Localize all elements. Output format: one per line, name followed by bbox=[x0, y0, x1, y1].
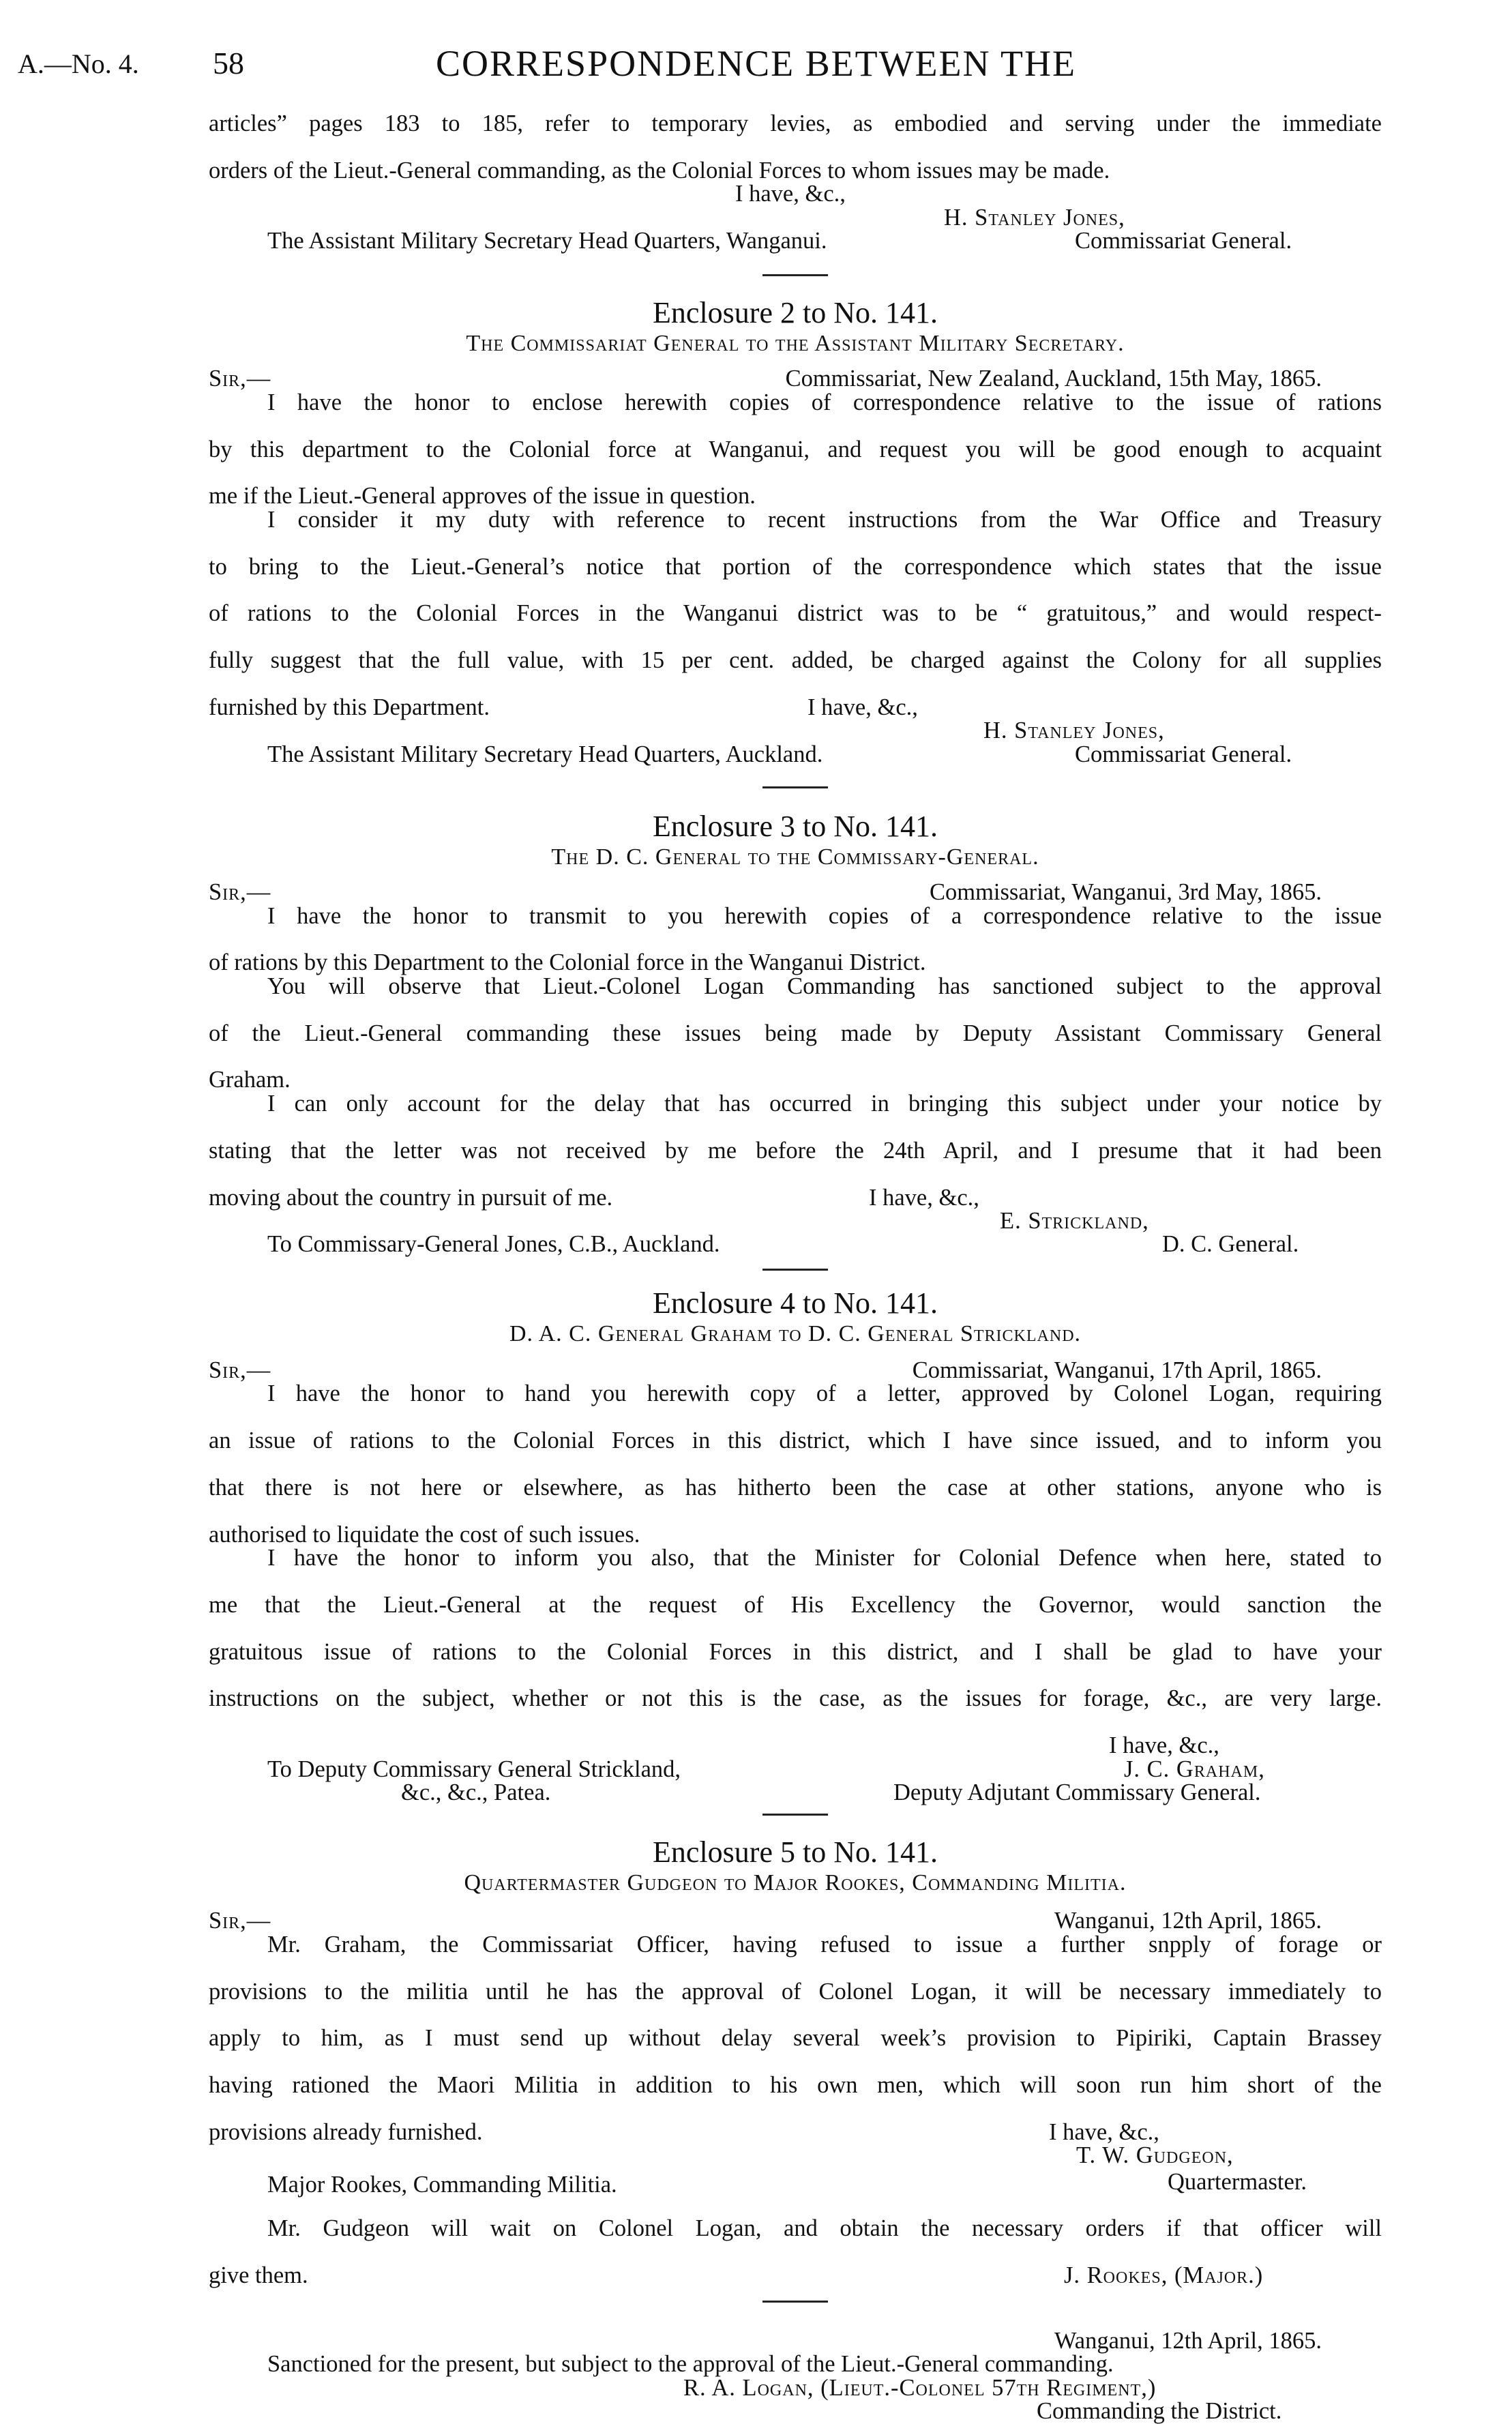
text-line: furnished by this Department. bbox=[209, 694, 490, 721]
enclosure-subheading: Quartermaster Gudgeon to Major Rookes, Commanding Militia. bbox=[464, 1870, 1127, 1896]
text-line: of rations to the Colonial Forces in the Wanganui district was to be “ gratuitous,” and would respect- bbox=[209, 600, 1382, 627]
intro-section bbox=[209, 112, 1382, 252]
salutation: Sir,— bbox=[209, 879, 271, 906]
document-reference: A.—No. 4. bbox=[18, 48, 139, 79]
text-line: articles” pages 183 to 185, refer to temporary levies, as embodied and serving under the immediate bbox=[209, 110, 1382, 136]
page-number: 58 bbox=[213, 46, 244, 80]
section-divider bbox=[762, 274, 828, 276]
salutation: Sir,— bbox=[209, 1357, 271, 1383]
addressee: To Commissary-General Jones, C.B., Auckland. bbox=[267, 1231, 720, 1258]
text-line: I have the honor to enclose herewith copies of correspondence relative to the issue of rations bbox=[267, 389, 1382, 415]
text-line: having rationed the Maori Militia in addition to his own men, which will soon run him short of the bbox=[209, 2072, 1382, 2099]
text-line: authorised to liquidate the cost of such issues. bbox=[209, 1521, 640, 1548]
signature: H. Stanley Jones, bbox=[944, 204, 1125, 231]
text-line: me if the Lieut.-General approves of the issue in question. bbox=[209, 483, 756, 509]
text-line: Mr. Gudgeon will wait on Colonel Logan, and obtain the necessary orders if that officer will bbox=[267, 2215, 1382, 2241]
enclosure-subheading: D. A. C. General Graham to D. C. General Strickland. bbox=[509, 1320, 1082, 1346]
text-line: orders of the Lieut.-General commanding, as the Colonial Forces to whom issues may be made. bbox=[209, 157, 1110, 183]
text-line: Sanctioned for the present, but subject to the approval of the Lieut.-General commanding. bbox=[267, 2351, 1114, 2378]
closing: I have, &c., bbox=[1049, 2118, 1159, 2145]
text-line: of the Lieut.-General commanding these issues being made by Deputy Assistant Commissary General bbox=[209, 1020, 1382, 1046]
enclosure-2 bbox=[209, 296, 1382, 766]
signer-title: Deputy Adjutant Commissary General. bbox=[893, 1779, 1261, 1805]
text-line: provisions already furnished. bbox=[209, 2118, 483, 2145]
enclosure-subheading: The Commissariat General to the Assistant Military Secretary. bbox=[466, 331, 1125, 357]
addressee: The Assistant Military Secretary Head Quarters, Wanganui. bbox=[267, 228, 827, 254]
enclosure-3 bbox=[209, 810, 1382, 1256]
text-line: give them. bbox=[209, 2262, 308, 2288]
text-line: I can only account for the delay that has occurred in bringing this subject under your notice by bbox=[267, 1090, 1382, 1117]
place-date: Commissariat, Wanganui, 17th April, 1865. bbox=[912, 1357, 1322, 1383]
place-date: Commissariat, Wanganui, 3rd May, 1865. bbox=[929, 879, 1322, 906]
text-line: instructions on the subject, whether or not this is the case, as the issues for forage, &c., are very large. bbox=[209, 1685, 1382, 1712]
signature: T. W. Gudgeon, bbox=[1076, 2142, 1234, 2169]
signer-title: Commissariat General. bbox=[1075, 741, 1292, 767]
endorsement bbox=[209, 2329, 1382, 2423]
closing: I have, &c., bbox=[1109, 1732, 1219, 1759]
addressee: To Deputy Commissary General Strickland, bbox=[267, 1756, 681, 1782]
salutation: Sir,— bbox=[209, 1908, 271, 1934]
closing: I have, &c., bbox=[735, 181, 846, 207]
section-divider bbox=[762, 1814, 828, 1816]
enclosure-subheading: The D. C. General to the Commissary-General. bbox=[551, 844, 1039, 870]
signature: J. C. Graham, bbox=[1124, 1756, 1265, 1782]
enclosure-4 bbox=[209, 1286, 1382, 1805]
text-line: by this department to the Colonial force at Wanganui, and request you will be good enough to acquaint bbox=[209, 436, 1382, 462]
signer-title: D. C. General. bbox=[1162, 1231, 1299, 1258]
text-line: of rations by this Department to the Colonial force in the Wanganui District. bbox=[209, 949, 926, 976]
place-date: Wanganui, 12th April, 1865. bbox=[1054, 2327, 1322, 2354]
salutation: Sir,— bbox=[209, 366, 271, 392]
closing: I have, &c., bbox=[807, 694, 918, 721]
enclosure-heading: Enclosure 5 to No. 141. bbox=[653, 1835, 938, 1869]
addressee: Major Rookes, Commanding Militia. bbox=[267, 2171, 617, 2198]
text-line: Graham. bbox=[209, 1067, 291, 1093]
enclosure-heading: Enclosure 4 to No. 141. bbox=[653, 1286, 938, 1320]
signature: R. A. Logan, (Lieut.-Colonel 57th Regiment,) bbox=[683, 2374, 1157, 2401]
text-line: an issue of rations to the Colonial Forces in this district, which I have since issued, and to inform you bbox=[209, 1427, 1382, 1453]
text-line: stating that the letter was not received by me before the 24th April, and I presume that it had been bbox=[209, 1137, 1382, 1164]
signature: H. Stanley Jones, bbox=[983, 718, 1165, 744]
text-line: I consider it my duty with reference to recent instructions from the War Office and Treasury bbox=[267, 506, 1382, 533]
signer-title: Commissariat General. bbox=[1075, 228, 1292, 254]
signature: J. Rookes, (Major.) bbox=[1064, 2262, 1264, 2288]
enclosure-heading: Enclosure 3 to No. 141. bbox=[653, 810, 938, 844]
page-header bbox=[0, 42, 1512, 90]
text-line: to bring to the Lieut.-General’s notice that portion of the correspondence which states that the issue bbox=[209, 553, 1382, 580]
text-line: I have the honor to transmit to you herewith copies of a correspondence relative to the issue bbox=[267, 902, 1382, 929]
document-body bbox=[209, 112, 1382, 2423]
closing: I have, &c., bbox=[869, 1184, 979, 1211]
text-line: that there is not here or elsewhere, as has hitherto been the case at other stations, anyone who is bbox=[209, 1474, 1382, 1501]
text-line: gratuitous issue of rations to the Colonial Forces in this district, and I shall be glad to have your bbox=[209, 1638, 1382, 1665]
running-title: CORRESPONDENCE BETWEEN THE bbox=[436, 43, 1076, 84]
text-line: me that the Lieut.-General at the request of His Excellency the Governor, would sanction the bbox=[209, 1591, 1382, 1618]
section-divider bbox=[762, 786, 828, 788]
text-line: You will observe that Lieut.-Colonel Logan Commanding has sanctioned subject to the approval bbox=[267, 973, 1382, 999]
addressee-location: &c., &c., Patea. bbox=[401, 1779, 551, 1805]
text-line: moving about the country in pursuit of me. bbox=[209, 1184, 613, 1211]
enclosure-heading: Enclosure 2 to No. 141. bbox=[653, 296, 938, 330]
addressee: The Assistant Military Secretary Head Quarters, Auckland. bbox=[267, 741, 823, 767]
text-line: provisions to the militia until he has the approval of Colonel Logan, it will be necessary immediately to bbox=[209, 1978, 1382, 2005]
place-date: Commissariat, New Zealand, Auckland, 15th May, 1865. bbox=[785, 366, 1322, 392]
text-line: I have the honor to hand you herewith copy of a letter, approved by Colonel Logan, requiring bbox=[267, 1380, 1382, 1407]
text-line: I have the honor to inform you also, that the Minister for Colonial Defence when here, stated to bbox=[267, 1544, 1382, 1571]
section-divider bbox=[762, 2301, 828, 2303]
text-line: Mr. Graham, the Commissariat Officer, having refused to issue a further snpply of forage or bbox=[267, 1931, 1382, 1957]
signature: E. Strickland, bbox=[1000, 1207, 1149, 1234]
enclosure-5 bbox=[209, 1835, 1382, 2287]
place-date: Wanganui, 12th April, 1865. bbox=[1054, 1908, 1322, 1934]
signer-title: Quartermaster. bbox=[1168, 2168, 1307, 2195]
text-line: apply to him, as I must send up without delay several week’s provision to Pipiriki, Captain Brassey bbox=[209, 2025, 1382, 2052]
section-divider bbox=[762, 1269, 828, 1271]
signer-title: Commanding the District. bbox=[1037, 2398, 1282, 2424]
text-line: fully suggest that the full value, with 15 per cent. added, be charged against the Colony for all supplies bbox=[209, 647, 1382, 674]
